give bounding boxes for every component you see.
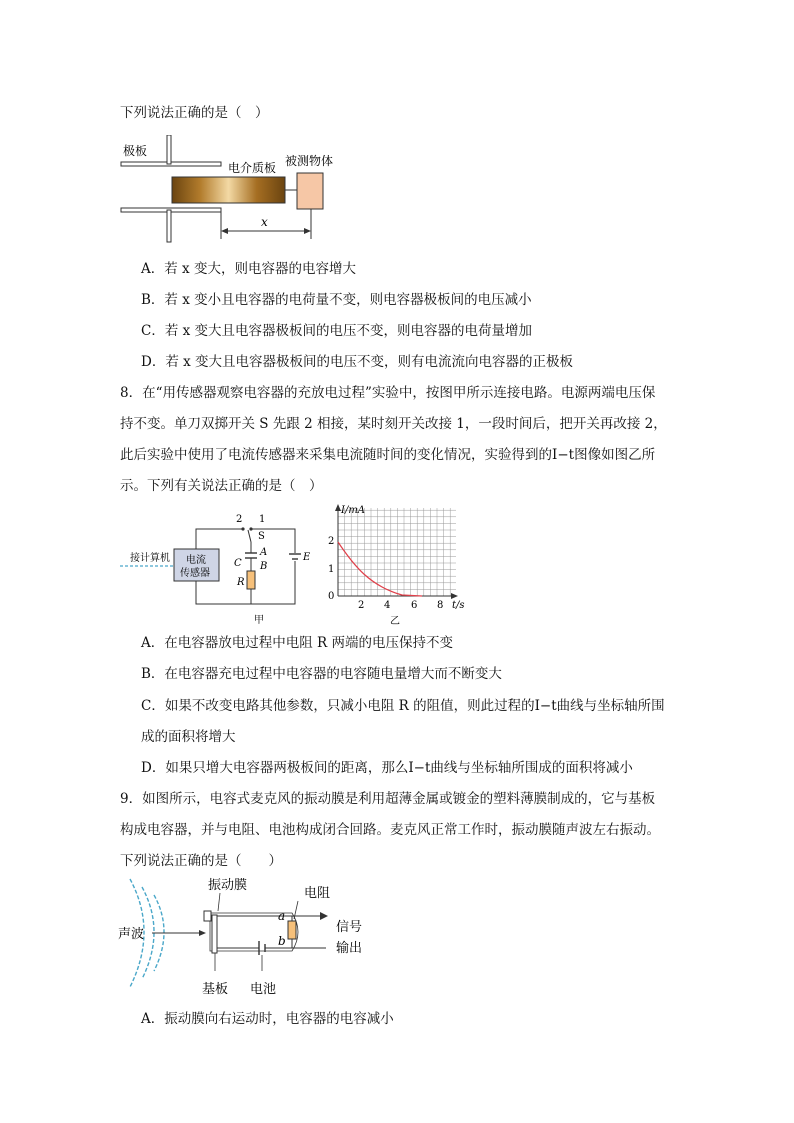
q8-stem-line-4: 示。下列有关说法正确的是（ ） bbox=[120, 478, 323, 494]
discharge-curve bbox=[338, 542, 422, 596]
q9-stem-line-3: 下列说法正确的是（ ） bbox=[120, 853, 282, 869]
q8-circuit bbox=[120, 505, 310, 630]
dielectric-slab bbox=[172, 177, 285, 203]
graph-xtick-4: 4 bbox=[384, 600, 391, 611]
label-b: B bbox=[260, 561, 268, 572]
label-e: E bbox=[303, 552, 310, 563]
x-label: x bbox=[261, 215, 268, 229]
q9-stem-line-2: 构成电容器，并与电阻、电池构成闭合回路。麦克风正常工作时，振动膜随声波左右振动。 bbox=[120, 822, 660, 838]
signal-label-2: 输出 bbox=[336, 941, 363, 956]
signal-label-1: 信号 bbox=[336, 920, 363, 935]
resistor-label: 电阻 bbox=[304, 886, 331, 901]
label-b: b bbox=[278, 934, 286, 948]
computer-label: 接计算机 bbox=[130, 553, 170, 564]
q8-option-a: A．在电容器放电过程中电阻 R 两端的电压保持不变 bbox=[141, 635, 453, 651]
circuit-caption: 甲 bbox=[254, 615, 264, 626]
switch-1-label: 1 bbox=[259, 514, 266, 525]
object-label: 被测物体 bbox=[285, 154, 334, 168]
q8-option-b: B．在电容器充电过程中电容器的电容随电量增大而不断变大 bbox=[141, 666, 502, 682]
label-a: A bbox=[260, 547, 268, 558]
graph-xtick-2: 2 bbox=[358, 600, 365, 611]
dielectric-label: 电介质板 bbox=[228, 161, 277, 175]
graph-caption: 乙 bbox=[390, 616, 400, 627]
graph-xlabel: t/s bbox=[452, 600, 465, 611]
q9-option-a: A．振动膜向右运动时，电容器的电容减小 bbox=[141, 1011, 394, 1027]
q7-stem-tail: 下列说法正确的是（ ） bbox=[120, 105, 269, 121]
q8-option-d: D．如果只增大电容器两极板间的距离，那么I−t曲线与坐标轴所围成的面积将减小 bbox=[141, 760, 633, 776]
resistor-r bbox=[247, 571, 255, 589]
q7-option-b: B．若 x 变小且电容器的电荷量不变，则电容器极板间的电压减小 bbox=[141, 292, 532, 308]
switch-s-label: S bbox=[258, 531, 265, 542]
graph-ytick-1: 1 bbox=[328, 564, 335, 575]
top-plate-stem bbox=[167, 135, 171, 164]
q9-stem-line-1: 9．如图所示，电容式麦克风的振动膜是利用超薄金属或镀金的塑料薄膜制成的，它与基板 bbox=[120, 791, 656, 807]
left-wire bbox=[196, 529, 243, 549]
q8-option-c-cont: 成的面积将增大 bbox=[141, 729, 236, 745]
base-label: 基板 bbox=[202, 982, 229, 997]
q8-stem-line-1: 8．在“用传感器观察电容器的充放电过程”实验中，按图甲所示连接电路。电源两端电压保 bbox=[120, 385, 656, 401]
q7-option-a: A．若 x 变大，则电容器的电容增大 bbox=[141, 261, 356, 277]
graph-ytick-0: 0 bbox=[328, 591, 335, 602]
q8-stem-line-3: 此后实验中使用了电流传感器来采集电流随时间的变化情况，实验得到的I−t图像如图乙所 bbox=[120, 447, 656, 463]
vibration-membrane bbox=[204, 911, 211, 921]
q8-stem-line-2: 持不变。单刀双掷开关 S 先跟 2 相接，某时刻开关改接 1，一段时间后，把开关再改接 2， bbox=[120, 416, 667, 432]
q8-graph bbox=[318, 502, 478, 630]
mic-resistor bbox=[288, 921, 296, 939]
graph-xtick-8: 8 bbox=[437, 600, 444, 611]
graph-ylabel: I/mA bbox=[341, 505, 366, 516]
label-a: a bbox=[278, 909, 286, 923]
q9-figure bbox=[118, 875, 398, 1000]
bottom-plate-stem bbox=[167, 210, 171, 242]
label-r: R bbox=[237, 577, 245, 588]
membrane-pointer bbox=[218, 893, 220, 911]
graph-grid bbox=[338, 508, 456, 596]
q7-option-c: C．若 x 变大且电容器极板间的电压不变，则电容器的电荷量增加 bbox=[141, 323, 533, 339]
q7-figure bbox=[115, 135, 375, 245]
label-c: C bbox=[234, 558, 242, 569]
base-plate bbox=[212, 915, 217, 953]
sound-label: 声波 bbox=[118, 927, 145, 942]
sensor-label-1: 电流 bbox=[186, 555, 206, 566]
switch-2-label: 2 bbox=[236, 514, 243, 525]
battery-label: 电池 bbox=[250, 982, 277, 997]
measured-object bbox=[297, 173, 323, 209]
switch-blade bbox=[248, 530, 251, 542]
sensor-label-2: 传感器 bbox=[180, 568, 210, 579]
membrane-label: 振动膜 bbox=[208, 878, 248, 893]
graph-xtick-6: 6 bbox=[411, 600, 418, 611]
graph-ytick-2: 2 bbox=[328, 536, 335, 547]
q8-option-c: C．如果不改变电路其他参数，只减小电阻 R 的阻值，则此过程的I−t曲线与坐标轴所围 bbox=[141, 698, 665, 714]
plate-label: 极板 bbox=[123, 144, 148, 158]
q7-option-d: D．若 x 变大且电容器极板间的电压不变，则有电流流向电容器的正极板 bbox=[141, 354, 574, 370]
